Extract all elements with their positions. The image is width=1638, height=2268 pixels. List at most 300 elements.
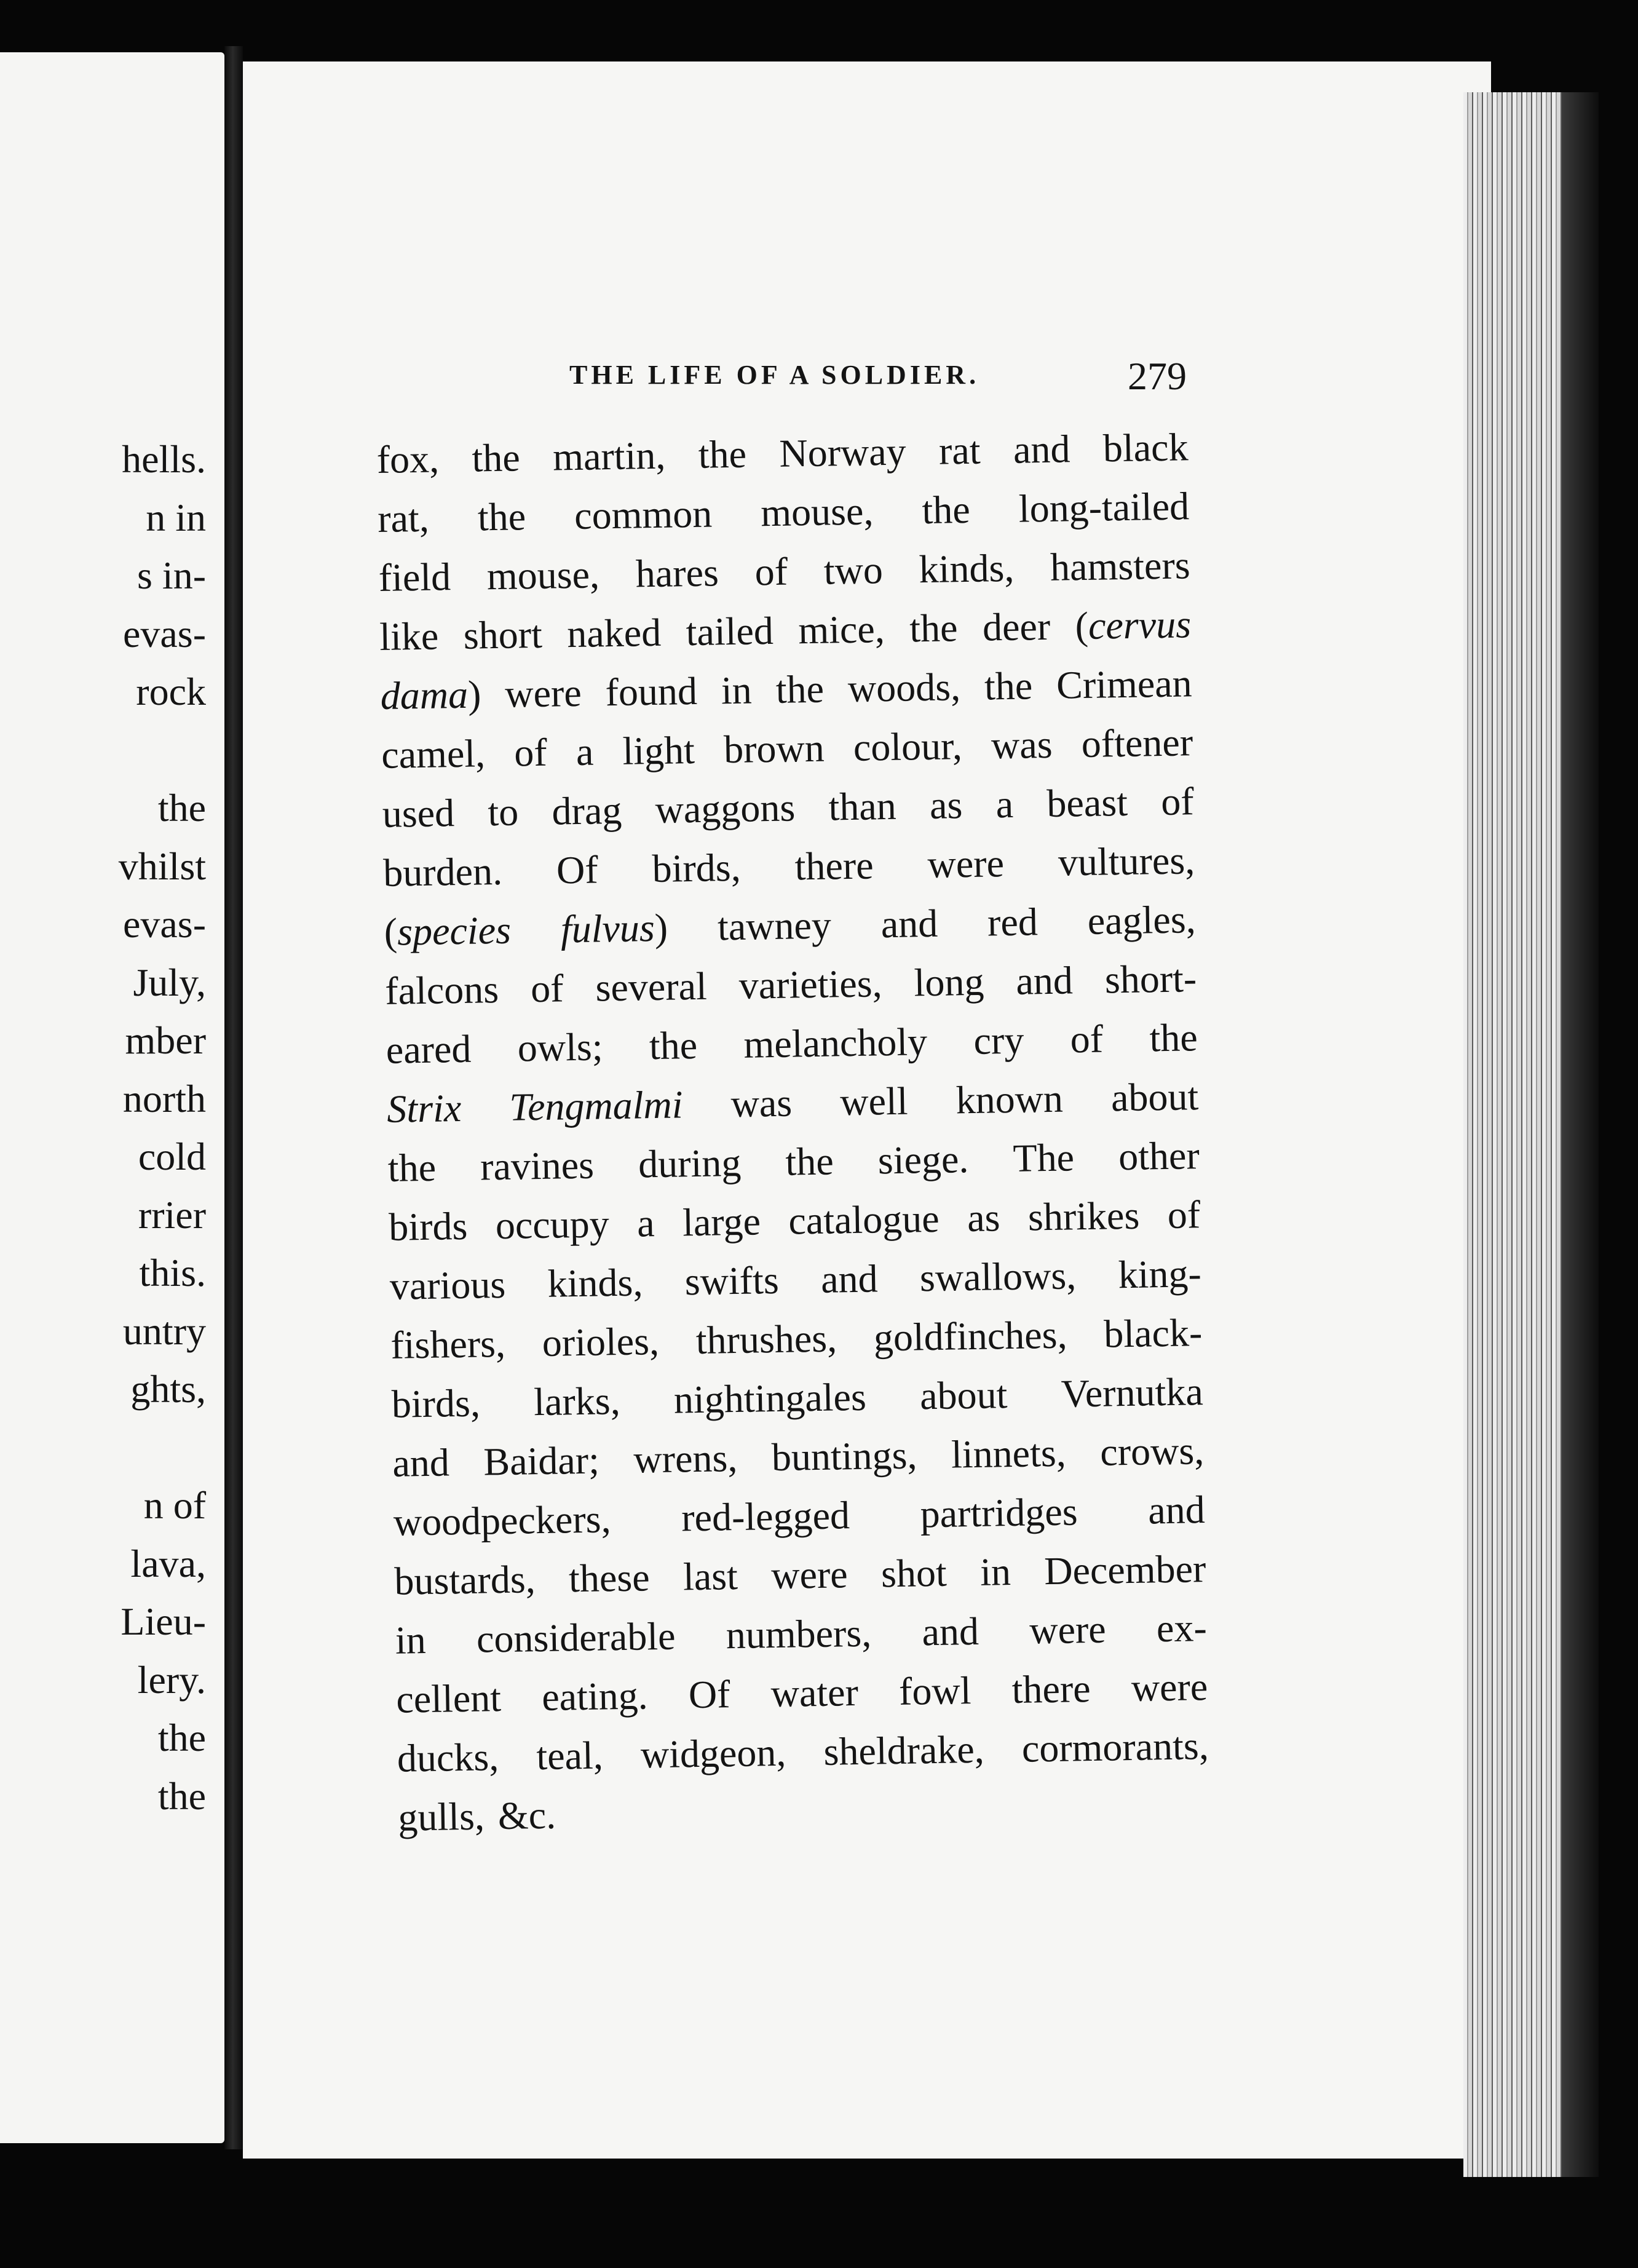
text-run: martin, <box>552 433 666 479</box>
word <box>967 1188 1000 1248</box>
word <box>922 480 971 540</box>
word <box>771 1545 849 1605</box>
text-run: than <box>828 783 897 829</box>
text-run: of <box>513 730 548 775</box>
word <box>386 1020 472 1080</box>
word <box>640 1723 786 1785</box>
text-run: short <box>463 612 543 657</box>
text-run: cry <box>973 1018 1024 1063</box>
facing-page-line: Lieu- <box>121 1600 206 1643</box>
word <box>1058 831 1195 892</box>
text-run: other <box>1118 1133 1200 1179</box>
text-run: the <box>775 667 825 712</box>
text-run: falcons <box>384 967 499 1013</box>
word <box>695 1309 837 1370</box>
text-run: of <box>530 966 564 1011</box>
word <box>738 954 882 1015</box>
word <box>385 960 499 1021</box>
word <box>383 842 503 903</box>
word <box>382 783 455 844</box>
text-run: and <box>1013 427 1070 472</box>
word <box>1167 1185 1201 1245</box>
text-run: of <box>1160 779 1195 824</box>
word <box>389 1197 468 1257</box>
text-run: a <box>995 782 1014 827</box>
word <box>927 834 1005 894</box>
text-run: were <box>927 841 1005 886</box>
word <box>919 1365 1008 1425</box>
word <box>477 487 526 547</box>
text-run: woods, <box>847 665 961 711</box>
book-gutter <box>224 46 243 2149</box>
facing-page <box>0 52 224 2143</box>
word <box>828 777 897 837</box>
text-run: and <box>880 901 938 946</box>
italic-text: Tengmalmi <box>508 1082 684 1129</box>
word <box>567 603 662 664</box>
text-run: wrens, <box>633 1435 738 1481</box>
word <box>794 836 874 896</box>
word <box>389 1255 506 1316</box>
text-run: a <box>576 729 594 774</box>
facing-page-text <box>119 430 206 1825</box>
word <box>476 1607 676 1669</box>
text-run: and <box>1147 1488 1206 1532</box>
word <box>987 892 1038 952</box>
facing-page-line: evas- <box>122 902 206 946</box>
text-run: the <box>477 494 526 539</box>
word <box>636 1194 655 1253</box>
word <box>823 1720 985 1782</box>
word <box>1081 713 1193 774</box>
text-run: eating. <box>541 1673 649 1719</box>
word <box>898 1661 971 1721</box>
word <box>1050 536 1190 597</box>
text-run: numbers, <box>726 1611 872 1657</box>
facing-page-line: the <box>157 1716 206 1759</box>
text-run: &c. <box>497 1793 556 1838</box>
text-run: light <box>622 728 695 773</box>
text-run: ( <box>384 910 398 954</box>
word <box>649 1016 698 1076</box>
text-run: hamsters <box>1050 543 1191 589</box>
word <box>652 838 741 898</box>
text-run: Vernutka <box>1061 1370 1204 1416</box>
text-run: birds <box>388 1203 468 1249</box>
text-run: rat <box>938 428 981 473</box>
word <box>635 543 719 603</box>
word <box>681 1486 850 1547</box>
text-run: of <box>754 549 788 594</box>
text-run: the <box>984 664 1033 708</box>
word <box>488 782 519 842</box>
word <box>395 1611 426 1670</box>
word <box>823 541 883 600</box>
text-run: colour, <box>853 724 963 769</box>
word <box>684 1251 779 1311</box>
word <box>483 1431 600 1492</box>
text-run: there <box>1011 1667 1091 1712</box>
word <box>497 1786 556 1846</box>
word <box>1104 949 1197 1009</box>
text-run: mouse, <box>760 489 874 535</box>
word <box>1100 1421 1205 1482</box>
word <box>873 1306 1067 1368</box>
word <box>1013 1128 1075 1188</box>
word <box>560 898 668 959</box>
word <box>376 429 440 490</box>
word <box>920 1482 1078 1544</box>
facing-page-line: untry <box>122 1309 206 1353</box>
text-run: last <box>682 1554 738 1599</box>
text-run: December <box>1043 1547 1206 1593</box>
word <box>938 421 981 481</box>
text-run: goldfinches, <box>873 1312 1068 1360</box>
word <box>788 1189 940 1251</box>
word <box>1061 1362 1204 1424</box>
word <box>556 840 598 900</box>
text-run: Norway <box>778 429 907 475</box>
facing-page-line: north <box>122 1076 206 1120</box>
text-run: of <box>1070 1017 1104 1061</box>
text-run: beast <box>1046 780 1128 825</box>
word <box>1044 1539 1206 1601</box>
text-run: two <box>823 548 884 593</box>
text-run: the <box>921 487 971 533</box>
italic-text: species <box>397 908 512 954</box>
word <box>517 1017 603 1077</box>
text-run: sheldrake, <box>823 1727 985 1774</box>
text-run: large <box>682 1199 761 1245</box>
text-run: waggons <box>655 785 796 831</box>
word <box>770 1663 859 1723</box>
text-run: of <box>1167 1192 1201 1237</box>
word <box>1011 1659 1091 1719</box>
word <box>380 665 481 726</box>
book-cover-edge <box>1562 92 1599 2177</box>
word <box>922 1602 979 1662</box>
text-run: ducks, <box>397 1735 499 1780</box>
word <box>387 1079 462 1139</box>
text-run: linnets, <box>951 1430 1067 1477</box>
word <box>1021 1716 1209 1778</box>
word <box>688 1665 730 1724</box>
facing-page-line: ghts, <box>130 1367 206 1411</box>
word <box>798 600 885 660</box>
facing-page-line: mber <box>125 1018 206 1062</box>
word <box>398 1787 485 1847</box>
word <box>754 542 788 602</box>
text-run: common <box>574 491 713 537</box>
word <box>1056 654 1192 715</box>
text-run: about <box>919 1373 1008 1418</box>
text-run: birds, <box>391 1381 481 1426</box>
word <box>533 1371 620 1432</box>
text-run: mouse, <box>486 552 600 598</box>
text-run: ravines <box>480 1143 595 1189</box>
text-run: ) <box>654 905 668 950</box>
text-run: to <box>487 790 519 835</box>
word <box>1118 1244 1202 1304</box>
word <box>387 1138 437 1198</box>
word <box>775 660 825 720</box>
text-run: in <box>721 668 753 713</box>
facing-page-line: July, <box>133 960 206 1004</box>
text-run: considerable <box>476 1614 676 1661</box>
text-run: Baidar; <box>483 1438 600 1484</box>
text-run: black- <box>1103 1310 1203 1356</box>
word <box>698 425 747 485</box>
text-run: in <box>979 1550 1011 1594</box>
text-run: short- <box>1104 956 1197 1002</box>
word <box>717 895 831 956</box>
text-run: tailed <box>686 608 774 654</box>
text-run: red <box>987 900 1039 945</box>
text-run: water <box>770 1670 859 1716</box>
text-run: naked <box>566 610 662 656</box>
word <box>1070 1010 1104 1069</box>
facing-page-line: s in- <box>137 553 206 597</box>
word <box>514 723 548 783</box>
word <box>1075 595 1192 656</box>
word <box>655 778 796 839</box>
text-run: woodpeckers, <box>393 1497 612 1544</box>
text-run: the <box>471 435 521 480</box>
facing-page-line: this. <box>139 1251 206 1295</box>
text-run: long <box>914 959 984 1005</box>
text-run: field <box>378 555 451 600</box>
text-run: like <box>379 614 439 659</box>
text-run: as <box>929 783 963 827</box>
text-run: a <box>636 1201 655 1245</box>
text-run: fowl <box>898 1668 971 1713</box>
text-run: birds, <box>652 845 742 891</box>
word <box>472 428 521 488</box>
word <box>820 1249 878 1309</box>
word <box>390 1314 506 1375</box>
word <box>568 1548 650 1608</box>
word <box>853 716 962 777</box>
word <box>1029 1600 1107 1660</box>
facing-page-line: n of <box>143 1483 206 1527</box>
word <box>396 1668 502 1729</box>
word <box>1110 1067 1199 1127</box>
text-run: was <box>991 722 1053 767</box>
word <box>726 1604 872 1665</box>
word <box>919 1246 1077 1307</box>
text-run: long-tailed <box>1018 484 1190 531</box>
text-run: mice, <box>797 607 885 652</box>
word <box>394 1550 536 1611</box>
text-run: fishers, <box>390 1321 506 1367</box>
text-run: Of <box>688 1672 730 1717</box>
word <box>880 1544 947 1604</box>
word <box>480 1136 594 1197</box>
text-run: brown <box>723 726 825 772</box>
word <box>771 1425 917 1487</box>
facing-page-line: rrier <box>138 1192 206 1237</box>
word <box>1087 890 1196 951</box>
text-run: widgeon, <box>640 1730 786 1777</box>
text-run: ( <box>1075 603 1089 648</box>
word <box>730 1074 793 1134</box>
text-run: Of <box>556 847 599 892</box>
page-header <box>569 354 1187 406</box>
word <box>1148 1480 1206 1540</box>
word <box>552 426 666 487</box>
word <box>880 894 938 954</box>
facing-page-line: lava, <box>130 1541 206 1585</box>
text-run: the <box>649 1023 698 1068</box>
word <box>723 719 825 780</box>
text-run: used <box>382 791 455 836</box>
text-run: there <box>794 843 874 889</box>
italic-text: dama <box>380 672 469 718</box>
word <box>982 597 1051 657</box>
text-run: eagles, <box>1087 897 1197 943</box>
word <box>1027 1186 1140 1247</box>
word <box>379 606 439 666</box>
facing-page-line: lery. <box>137 1657 206 1702</box>
text-run: the <box>785 1139 834 1184</box>
text-run: partridges <box>920 1489 1078 1536</box>
word <box>541 1666 648 1727</box>
word <box>536 1726 604 1786</box>
text-run: were <box>1029 1607 1107 1652</box>
text-run: crows, <box>1099 1429 1205 1474</box>
word <box>633 1429 738 1489</box>
word <box>509 1075 684 1136</box>
word <box>463 605 542 665</box>
word <box>847 657 961 718</box>
text-run: occupy <box>495 1202 610 1248</box>
facing-page-line: the <box>157 786 206 830</box>
word <box>1046 773 1128 833</box>
text-run: tawney <box>717 903 832 949</box>
text-run: oftener <box>1081 720 1193 766</box>
text-run: were <box>1131 1665 1208 1710</box>
word <box>914 953 984 1013</box>
running-title: THE LIFE OF A SOLDIER. <box>569 360 980 390</box>
text-run: red-legged <box>681 1493 850 1540</box>
word <box>393 1489 611 1552</box>
text-run: nightingales <box>673 1374 867 1422</box>
word <box>721 660 752 720</box>
text-run: The <box>1012 1135 1075 1180</box>
word <box>929 775 963 835</box>
word <box>1156 1598 1207 1658</box>
word <box>682 1547 738 1606</box>
text-run: the <box>909 606 959 651</box>
word <box>486 545 600 606</box>
text-run: catalogue <box>788 1196 940 1243</box>
text-run: drag <box>552 788 622 833</box>
facing-page-line <box>119 1419 206 1477</box>
text-run: siege. <box>877 1137 969 1183</box>
text-run: swifts <box>684 1258 780 1304</box>
text-run: burden. <box>382 849 503 895</box>
text-run: camel, <box>381 731 486 777</box>
word <box>984 656 1033 716</box>
text-run: several <box>595 964 708 1010</box>
text-run: the <box>387 1145 437 1190</box>
facing-page-line: cold <box>138 1135 206 1178</box>
word <box>1018 477 1190 538</box>
word <box>956 1069 1064 1130</box>
text-run: hares <box>635 550 719 596</box>
word <box>909 598 959 658</box>
word <box>1104 1303 1203 1364</box>
text-run: varieties, <box>738 961 883 1007</box>
word <box>622 721 695 781</box>
word <box>542 1312 660 1373</box>
text-run: well <box>839 1079 909 1124</box>
facing-page-line <box>119 721 206 780</box>
facing-page-line: hells. <box>122 437 206 481</box>
facing-page-line: the <box>157 1774 206 1818</box>
word <box>673 1368 866 1430</box>
word <box>495 1194 609 1255</box>
text-run: fox, <box>376 437 440 482</box>
word <box>840 1072 909 1132</box>
facing-page-line: evas- <box>122 611 206 656</box>
text-run: melancholy <box>743 1020 928 1066</box>
word <box>973 1011 1024 1071</box>
text-run: the <box>698 432 747 477</box>
word <box>785 1132 834 1191</box>
word <box>605 662 698 722</box>
text-run: in <box>395 1617 427 1662</box>
word <box>391 1374 480 1434</box>
text-run: about <box>1110 1074 1199 1120</box>
word <box>1161 772 1195 831</box>
text-run: buntings, <box>771 1433 917 1480</box>
word <box>979 1542 1011 1602</box>
text-run: as <box>967 1195 1000 1240</box>
text-run: owls; <box>517 1025 604 1070</box>
text-run: cormorants, <box>1021 1724 1209 1770</box>
word <box>877 1130 969 1190</box>
word <box>995 775 1014 834</box>
text-run: kinds, <box>547 1260 643 1306</box>
word <box>743 1012 928 1074</box>
word <box>1013 419 1070 479</box>
word <box>378 547 451 608</box>
word <box>392 1433 450 1493</box>
text-run: black <box>1102 425 1189 470</box>
word <box>761 482 874 542</box>
text-run: and <box>1015 958 1074 1003</box>
text-run: thrushes, <box>695 1316 837 1363</box>
facing-page-line: n in <box>146 495 206 539</box>
word <box>1102 418 1189 478</box>
word <box>686 601 774 662</box>
text-run: orioles, <box>542 1318 660 1365</box>
word <box>384 901 512 962</box>
text-run: vultures, <box>1058 838 1195 884</box>
word <box>919 539 1015 599</box>
word <box>638 1133 742 1194</box>
text-run: were <box>770 1552 849 1598</box>
text-run: were <box>504 670 582 716</box>
word <box>991 715 1053 775</box>
word <box>1016 951 1074 1010</box>
text-run: king- <box>1118 1251 1202 1297</box>
word <box>576 723 594 782</box>
word <box>682 1192 761 1252</box>
text-run: during <box>638 1140 742 1186</box>
text-run: and <box>392 1440 450 1485</box>
